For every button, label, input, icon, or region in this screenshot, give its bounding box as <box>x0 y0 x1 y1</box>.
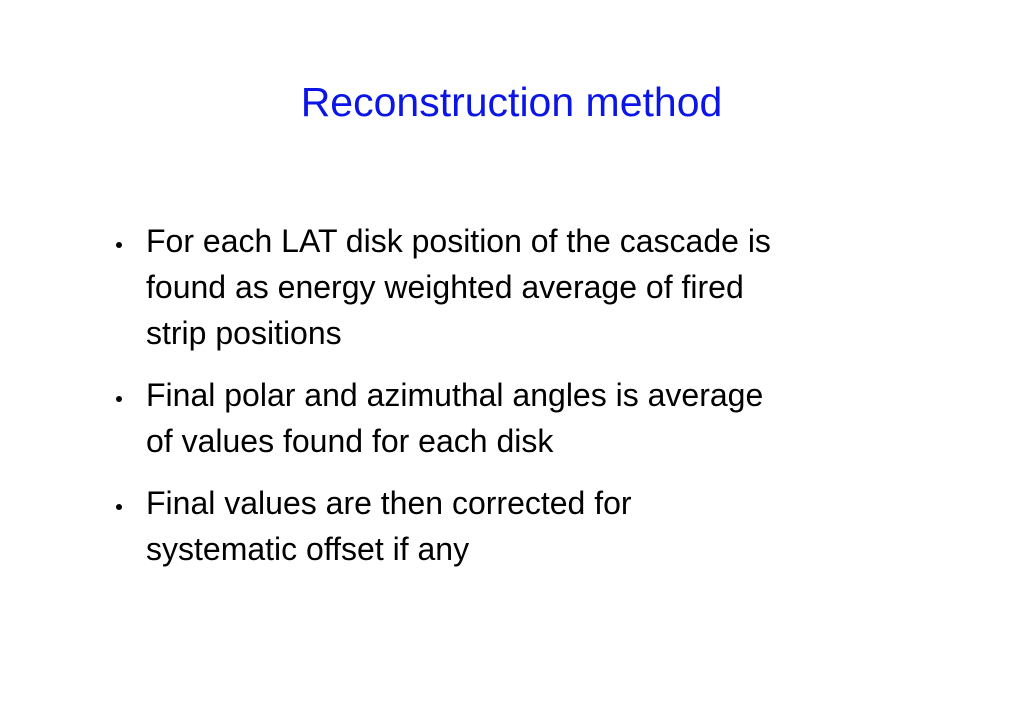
bullet-3-line-2: systematic offset if any <box>146 531 470 567</box>
bullet-item-3 <box>108 480 898 572</box>
bullet-3-line-1: Final values are then corrected for <box>146 485 632 521</box>
bullet-1-line-3: strip positions <box>146 315 342 351</box>
bullet-2-line-1: Final polar and azimuthal angles is average <box>146 377 764 413</box>
bullet-dot-icon <box>116 242 122 248</box>
bullet-item-1 <box>108 218 898 356</box>
bullet-1-line-2: found as energy weighted average of fired <box>146 269 744 305</box>
bullet-item-2 <box>108 372 898 464</box>
bullet-list <box>108 218 898 588</box>
bullet-2-line-2: of values found for each disk <box>146 423 554 459</box>
bullet-1-line-1: For each LAT disk position of the cascade is <box>146 223 771 259</box>
bullet-dot-icon <box>116 396 122 402</box>
bullet-dot-icon <box>116 504 122 510</box>
slide-title: Reconstruction method <box>300 79 723 125</box>
